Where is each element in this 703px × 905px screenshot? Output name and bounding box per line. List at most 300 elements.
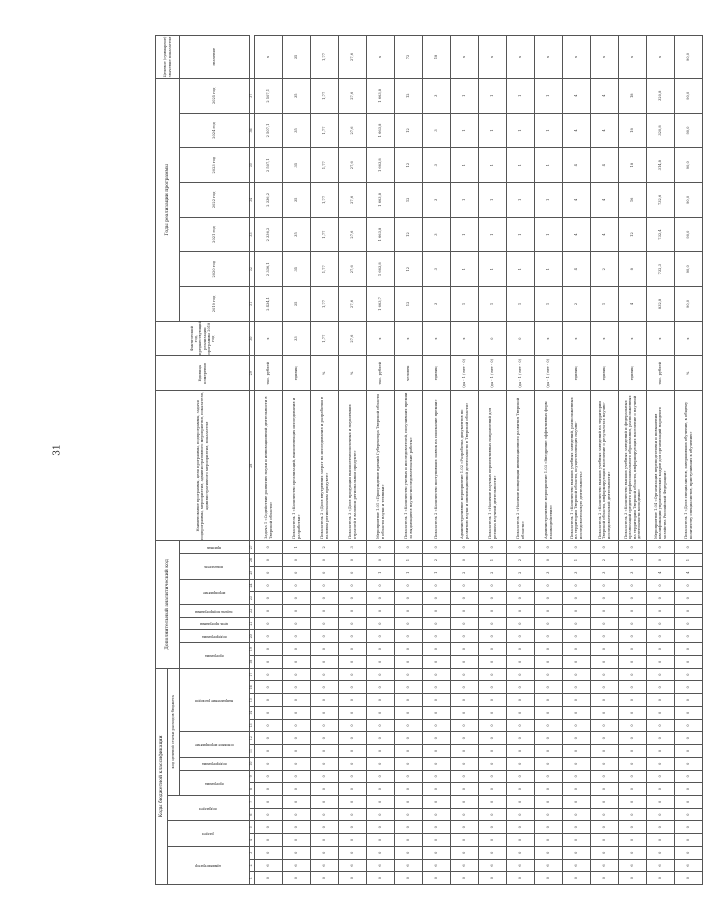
code-cell: 0 [423, 706, 451, 719]
code-cell: 2 [591, 554, 619, 567]
code-cell: 0 [255, 745, 283, 758]
code-cell: 0 [423, 783, 451, 796]
code-cell: 0 [395, 745, 423, 758]
code-cell: 0 [675, 643, 703, 656]
code-cell: 0 [535, 541, 563, 554]
row-year-value: 12 [395, 252, 423, 287]
code-cell: 0 [339, 783, 367, 796]
code-cell: 0 [451, 834, 479, 847]
code-cell: 0 [283, 655, 311, 668]
row-year-value: 12 [395, 78, 423, 113]
code-cell: 3 [591, 566, 619, 579]
code-cell: 6 [339, 859, 367, 872]
column-number: 5 [250, 821, 255, 834]
code-header-program: программа [180, 770, 250, 795]
row-year-value: 3 [423, 78, 451, 113]
code-cell: 0 [619, 719, 647, 732]
row-final-value: x [451, 36, 479, 79]
code-cell: 0 [395, 719, 423, 732]
code-cell: 0 [283, 617, 311, 630]
code-cell: 0 [339, 655, 367, 668]
code-cell: 0 [563, 732, 591, 745]
code-cell: 0 [563, 541, 591, 554]
row-year-value: 1 [507, 148, 535, 183]
code-cell: 0 [255, 579, 283, 592]
code-cell: 0 [395, 617, 423, 630]
code-cell: 0 [479, 655, 507, 668]
row-final-value: 72 [395, 36, 423, 79]
code-cell: 0 [451, 541, 479, 554]
code-cell: 0 [591, 719, 619, 732]
column-number: 1 [250, 872, 255, 885]
code-cell: 0 [591, 579, 619, 592]
code-cell: 0 [535, 872, 563, 885]
code-cell: 0 [255, 732, 283, 745]
code-cell: 0 [395, 706, 423, 719]
column-number: 20 [250, 630, 255, 643]
codes-group-header: Коды бюджетной классификации [156, 668, 168, 884]
code-cell: 0 [675, 668, 703, 681]
row-year-value: 1 [479, 148, 507, 183]
row-year-value: 27,6 [339, 148, 367, 183]
code-cell: 6 [619, 859, 647, 872]
code-cell: 0 [675, 694, 703, 707]
code-cell: 0 [283, 554, 311, 567]
table-row [311, 36, 339, 885]
code-cell: 0 [619, 872, 647, 885]
row-year-value: 2 336,1 [255, 252, 283, 287]
row-name: Показатель 2 «Доля внутренних затрат на исследования и разработки в валовом региональном продукте» [311, 391, 339, 541]
code-cell: 0 [479, 834, 507, 847]
code-cell: 0 [451, 808, 479, 821]
code-cell: 6 [395, 859, 423, 872]
code-cell: 0 [619, 694, 647, 707]
code-cell: 0 [283, 566, 311, 579]
row-base-value: x [367, 321, 395, 356]
row-final-value: 35 [283, 36, 311, 79]
code-cell: 0 [451, 655, 479, 668]
row-base-value: x [395, 321, 423, 356]
code-cell: 0 [479, 605, 507, 618]
code-cell: 0 [619, 795, 647, 808]
code-cell: 0 [619, 617, 647, 630]
rotated-table-frame [155, 35, 693, 885]
row-name: Показатель 1 «Количество организаций, выполняющих исследования и разработки» [283, 391, 311, 541]
row-base-value: 0 [479, 321, 507, 356]
code-cell: 0 [535, 846, 563, 859]
code-cell: 0 [507, 732, 535, 745]
code-cell: 0 [563, 834, 591, 847]
column-number: 36 [250, 113, 255, 148]
row-year-value: 90,0 [675, 217, 703, 252]
code-cell: 0 [367, 770, 395, 783]
code-cell: 0 [311, 554, 339, 567]
code-cell: 2 [507, 554, 535, 567]
code-cell: 0 [395, 808, 423, 821]
row-base-value: 27,6 [339, 321, 367, 356]
row-year-value: 12 [395, 287, 423, 322]
code-header-administrator: администратор [168, 846, 250, 884]
row-year-value: 4 [563, 183, 591, 218]
row-year-value: 4 [591, 183, 619, 218]
row-unit: % [675, 356, 703, 391]
code-cell: 0 [367, 617, 395, 630]
code-cell: 6 [283, 859, 311, 872]
row-year-value: 27,6 [339, 287, 367, 322]
code-cell: 0 [423, 757, 451, 770]
code-cell: 0 [675, 541, 703, 554]
row-year-value: 2 507,1 [255, 78, 283, 113]
column-number: 24 [250, 579, 255, 592]
code-cell: 0 [647, 834, 675, 847]
code-cell: 0 [507, 630, 535, 643]
unit-column-header: Единица измерения [156, 356, 250, 391]
row-year-value: 1 [507, 252, 535, 287]
column-number: 27 [250, 541, 255, 554]
row-year-value: 4 [563, 78, 591, 113]
code-cell: 0 [591, 681, 619, 694]
code-cell: 3 [563, 566, 591, 579]
row-unit: единиц [423, 356, 451, 391]
code-cell: 0 [367, 808, 395, 821]
code-cell: 0 [367, 694, 395, 707]
row-final-value: x [535, 36, 563, 79]
code-cell: 0 [619, 834, 647, 847]
row-name: Показатель 2 «Наличие концепции инновационного развития Тверской области» [507, 391, 535, 541]
code-cell: 0 [507, 617, 535, 630]
code-cell: 0 [451, 630, 479, 643]
code-cell: 0 [563, 872, 591, 885]
code-cell: 0 [395, 643, 423, 656]
code-cell: 0 [451, 719, 479, 732]
code-cell: 0 [255, 643, 283, 656]
code-cell: 0 [675, 745, 703, 758]
code-cell: 0 [563, 745, 591, 758]
column-number: 35 [250, 148, 255, 183]
row-year-value: 4 [563, 252, 591, 287]
row-year-value: 3 [423, 183, 451, 218]
row-year-value: 1 [507, 113, 535, 148]
code-cell: 0 [479, 706, 507, 719]
code-cell: 0 [535, 554, 563, 567]
code-header-direction: направление расходов [180, 668, 250, 732]
code-cell: 0 [619, 846, 647, 859]
code-cell: 0 [255, 617, 283, 630]
row-year-value: 1 [535, 78, 563, 113]
row-unit: (да - 1 / нет - 0) [535, 356, 563, 391]
add-header-indicator: показатель [180, 554, 250, 579]
row-year-value: 1 [451, 113, 479, 148]
code-cell: 0 [311, 821, 339, 834]
code-cell: 0 [479, 681, 507, 694]
row-year-value: 1 663,8 [367, 148, 395, 183]
name-column-header: Наименование программы, цели программы, подпрограммы, задачи подпрограммы, мероприятия, административного мероприятия, показателя, административного мероприятия, показателя [156, 391, 250, 541]
code-cell: 0 [451, 821, 479, 834]
code-cell: 0 [535, 630, 563, 643]
code-cell: 0 [339, 706, 367, 719]
table-row [423, 36, 451, 885]
code-cell: 0 [367, 592, 395, 605]
row-year-value: 1 [451, 78, 479, 113]
code-cell: 0 [535, 694, 563, 707]
row-unit: единиц [619, 356, 647, 391]
code-cell: 6 [311, 859, 339, 872]
code-cell: 0 [367, 655, 395, 668]
row-year-value: 1 [535, 148, 563, 183]
code-cell: 2 [451, 566, 479, 579]
code-cell: 0 [451, 643, 479, 656]
code-cell: 0 [283, 681, 311, 694]
add-header-goal: цель программы [180, 617, 250, 630]
code-cell: 0 [647, 643, 675, 656]
code-cell: 0 [255, 655, 283, 668]
code-cell: 0 [255, 630, 283, 643]
code-cell: 0 [647, 681, 675, 694]
year-header-2019: 2019 год [180, 287, 250, 322]
code-cell: 0 [535, 834, 563, 847]
code-cell: 0 [675, 846, 703, 859]
code-cell: 0 [283, 808, 311, 821]
row-year-value: 4 [591, 148, 619, 183]
row-year-value: 1 [507, 78, 535, 113]
code-cell: 0 [479, 541, 507, 554]
code-cell: 0 [451, 706, 479, 719]
code-cell: 0 [339, 808, 367, 821]
row-year-value: 1,77 [311, 78, 339, 113]
code-cell: 0 [283, 643, 311, 656]
code-cell: 0 [283, 719, 311, 732]
code-cell: 0 [675, 821, 703, 834]
code-cell: 0 [535, 617, 563, 630]
code-cell: 0 [647, 795, 675, 808]
code-cell: 0 [507, 872, 535, 885]
code-cell: 0 [479, 795, 507, 808]
column-number: 10 [250, 757, 255, 770]
code-header-section: раздел [168, 821, 250, 846]
code-cell: 0 [255, 872, 283, 885]
code-cell: 0 [619, 783, 647, 796]
code-cell: 0 [367, 605, 395, 618]
code-cell: 0 [507, 770, 535, 783]
code-cell: 0 [423, 694, 451, 707]
row-year-value: 27,6 [339, 78, 367, 113]
add-header-subprogram: подпрограмма [180, 630, 250, 643]
row-year-value: 35 [283, 148, 311, 183]
code-cell: 6 [647, 859, 675, 872]
code-cell: 0 [647, 745, 675, 758]
code-cell: 0 [339, 605, 367, 618]
code-cell: 0 [563, 579, 591, 592]
code-cell: 0 [367, 745, 395, 758]
row-year-value: 1,77 [311, 113, 339, 148]
row-year-value: 1 [451, 183, 479, 218]
code-cell: 0 [423, 745, 451, 758]
code-cell: 0 [619, 821, 647, 834]
row-year-value: 1 [479, 217, 507, 252]
row-year-value: 35 [283, 183, 311, 218]
row-final-value: x [479, 36, 507, 79]
table-row [451, 36, 479, 885]
budget-codes-header: код целевой статьи расходов бюджета [168, 668, 180, 795]
code-cell: 1 [283, 541, 311, 554]
row-unit: % [339, 356, 367, 391]
column-number: 13 [250, 719, 255, 732]
code-cell: 0 [591, 694, 619, 707]
row-final-value: x [647, 36, 675, 79]
row-year-value: 3 [423, 113, 451, 148]
row-year-value: 1 [479, 287, 507, 322]
row-base-value: x [451, 321, 479, 356]
code-cell: 0 [507, 579, 535, 592]
row-unit: единиц [591, 356, 619, 391]
code-cell: 0 [367, 541, 395, 554]
code-cell: 0 [591, 808, 619, 821]
code-cell: 3 [619, 554, 647, 567]
code-cell: 0 [479, 643, 507, 656]
code-cell: 0 [255, 566, 283, 579]
code-cell: 0 [619, 757, 647, 770]
code-cell: 0 [535, 668, 563, 681]
table-row [395, 36, 423, 885]
code-cell: 0 [563, 770, 591, 783]
table-header [156, 36, 255, 885]
code-cell: 0 [479, 770, 507, 783]
row-year-value: 3 [423, 252, 451, 287]
code-cell: 0 [563, 605, 591, 618]
code-cell: 0 [591, 783, 619, 796]
code-cell: 0 [255, 719, 283, 732]
row-year-value: 1 [507, 287, 535, 322]
code-cell: 0 [255, 834, 283, 847]
code-cell: 0 [563, 592, 591, 605]
code-cell: 0 [423, 872, 451, 885]
row-year-value: 1,77 [311, 183, 339, 218]
code-cell: 0 [479, 617, 507, 630]
row-year-value: 1 [479, 113, 507, 148]
code-cell: 4 [675, 566, 703, 579]
code-cell: 0 [451, 732, 479, 745]
row-year-value: 4 [619, 287, 647, 322]
code-cell: 0 [675, 630, 703, 643]
code-cell: 0 [283, 872, 311, 885]
code-cell: 0 [451, 795, 479, 808]
code-cell: 0 [423, 834, 451, 847]
code-cell: 0 [311, 834, 339, 847]
code-cell: 3 [619, 566, 647, 579]
code-cell: 0 [507, 821, 535, 834]
row-name: Показатель 2 «Количество поступивших заявок на соискание премии» [423, 391, 451, 541]
code-cell: 0 [479, 757, 507, 770]
column-number: 25 [250, 566, 255, 579]
code-cell: 0 [451, 757, 479, 770]
row-name: Административное мероприятие 1.02 «Разработка документов по развитию науки и инновационной деятельности в Тверской области» [451, 391, 479, 541]
code-cell: 0 [591, 655, 619, 668]
column-number: 2 [250, 859, 255, 872]
code-cell: 0 [255, 706, 283, 719]
row-year-value: 4 [591, 113, 619, 148]
row-year-value: 12 [619, 217, 647, 252]
code-cell: 0 [311, 846, 339, 859]
code-cell: 0 [395, 541, 423, 554]
code-cell: 0 [619, 770, 647, 783]
code-cell: 0 [367, 795, 395, 808]
code-cell: 0 [395, 821, 423, 834]
code-cell: 0 [311, 579, 339, 592]
code-cell: 0 [255, 694, 283, 707]
code-cell: 1 [395, 566, 423, 579]
code-cell: 0 [311, 719, 339, 732]
code-cell: 0 [255, 821, 283, 834]
code-cell: 1 [395, 554, 423, 567]
code-cell: 0 [619, 592, 647, 605]
code-cell: 1 [479, 554, 507, 567]
code-cell: 0 [395, 783, 423, 796]
code-cell: 0 [311, 566, 339, 579]
column-number: 23 [250, 592, 255, 605]
code-cell: 0 [367, 757, 395, 770]
row-year-value: 90,0 [675, 148, 703, 183]
row-year-value: 18 [619, 78, 647, 113]
years-group-header: Годы реализации программы [156, 78, 180, 321]
code-cell: 0 [591, 592, 619, 605]
add-header-program: программа [180, 643, 250, 668]
code-cell: 0 [423, 770, 451, 783]
column-number: 12 [250, 732, 255, 745]
column-number: 37 [250, 78, 255, 113]
row-name: Показатель 1 «Количество высших учебных заведений, расположенных на территории Тверской области, осуществляющих научно-исследовательскую деятельность» [563, 391, 591, 541]
row-year-value: 90,0 [675, 183, 703, 218]
code-cell: 0 [675, 592, 703, 605]
row-unit: тыс. рублей [255, 356, 283, 391]
code-cell: 0 [563, 706, 591, 719]
code-cell: 0 [283, 668, 311, 681]
code-cell: 0 [675, 617, 703, 630]
code-cell: 0 [451, 770, 479, 783]
row-unit: (да - 1 / нет - 0) [507, 356, 535, 391]
code-cell: 6 [563, 859, 591, 872]
code-cell: 0 [339, 566, 367, 579]
column-number: 28 [250, 391, 255, 541]
code-cell: 0 [423, 808, 451, 821]
code-cell: 0 [395, 630, 423, 643]
row-year-value: 732,6 [647, 183, 675, 218]
row-unit: единиц [283, 356, 311, 391]
code-cell: 0 [479, 719, 507, 732]
code-cell: 0 [283, 630, 311, 643]
code-cell: 0 [647, 541, 675, 554]
code-cell: 0 [563, 795, 591, 808]
code-cell: 0 [619, 605, 647, 618]
code-cell: 0 [367, 834, 395, 847]
row-year-value: 732,4 [647, 217, 675, 252]
row-name: Показатель 3 «Количество высших учебных заведений и федеральных организаций среднего профессионального образования, расположенных на территории Тверской области, информирующих население о научной деятельности молодежи» [619, 391, 647, 541]
code-cell: 0 [675, 681, 703, 694]
code-cell: 0 [311, 592, 339, 605]
row-year-value: 3 [423, 148, 451, 183]
code-cell: 0 [311, 872, 339, 885]
code-cell: 0 [591, 770, 619, 783]
code-cell: 0 [423, 668, 451, 681]
code-cell: 6 [255, 859, 283, 872]
row-year-value: 27,6 [339, 183, 367, 218]
code-cell: 6 [451, 859, 479, 872]
code-cell: 0 [283, 579, 311, 592]
code-cell: 0 [647, 592, 675, 605]
code-cell: 0 [563, 617, 591, 630]
row-year-value: 1 [451, 148, 479, 183]
code-cell: 0 [507, 783, 535, 796]
code-cell: 0 [311, 681, 339, 694]
